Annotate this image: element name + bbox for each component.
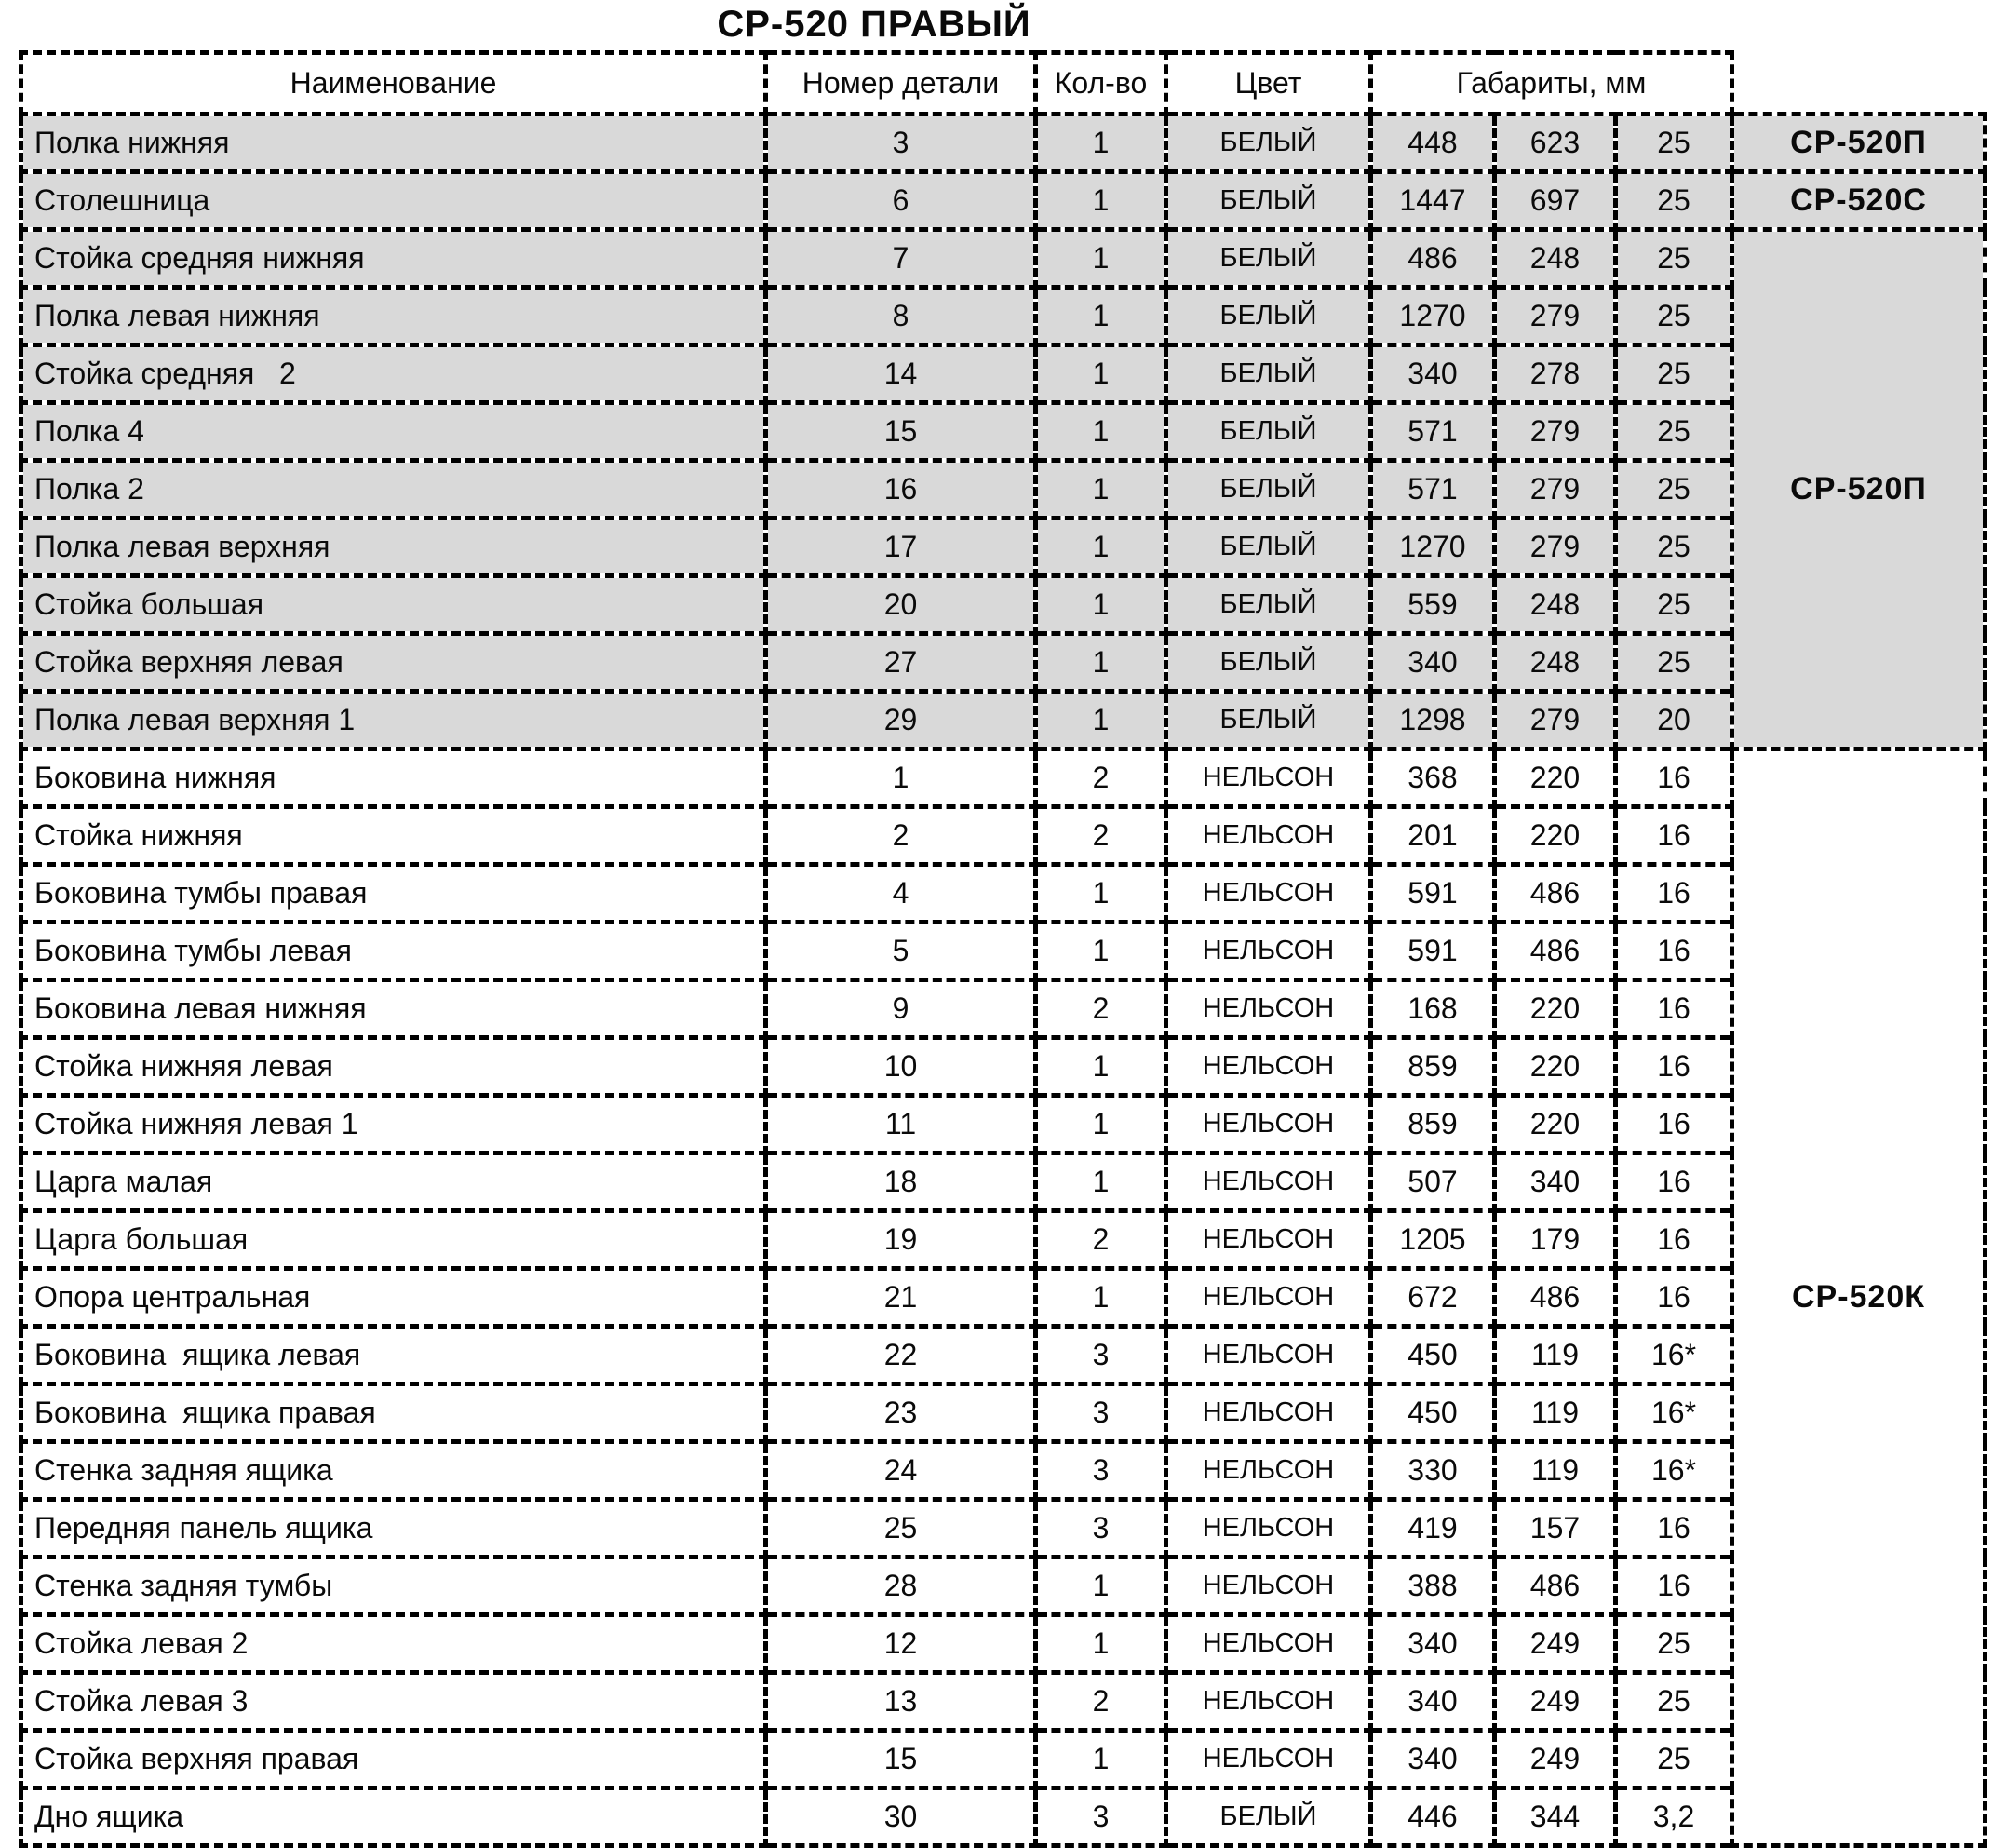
dimension-cell-3: 25 [1616, 345, 1732, 403]
column-header-part: Номер детали [766, 53, 1036, 115]
dimension-cell-3: 16 [1616, 1269, 1732, 1327]
dimension-cell-1: 450 [1371, 1327, 1495, 1384]
quantity-cell: 1 [1036, 923, 1166, 980]
dimension-cell-3: 25 [1616, 230, 1732, 288]
color-cell: НЕЛЬСОН [1166, 1731, 1371, 1788]
part-name-cell: Стойка нижняя [21, 807, 766, 865]
dimension-cell-3: 25 [1616, 634, 1732, 692]
dimension-cell-3: 25 [1616, 288, 1732, 345]
group-column-spacer [1732, 53, 1986, 115]
dimension-cell-1: 340 [1371, 1615, 1495, 1673]
color-cell: НЕЛЬСОН [1166, 1269, 1371, 1327]
dimension-cell-2: 248 [1495, 576, 1616, 634]
part-name-cell: Полка левая нижняя [21, 288, 766, 345]
dimension-cell-1: 571 [1371, 403, 1495, 461]
color-cell: НЕЛЬСОН [1166, 1558, 1371, 1615]
part-name-cell: Боковина нижняя [21, 749, 766, 807]
dimension-cell-1: 419 [1371, 1500, 1495, 1558]
quantity-cell: 2 [1036, 1673, 1166, 1731]
dimension-cell-2: 179 [1495, 1211, 1616, 1269]
dimension-cell-3: 20 [1616, 692, 1732, 749]
column-header-color: Цвет [1166, 53, 1371, 115]
dimension-cell-2: 220 [1495, 1038, 1616, 1096]
dimension-cell-1: 450 [1371, 1384, 1495, 1442]
part-name-cell: Столешница [21, 172, 766, 230]
dimension-cell-2: 119 [1495, 1442, 1616, 1500]
dimension-cell-3: 16 [1616, 1558, 1732, 1615]
part-number-cell: 24 [766, 1442, 1036, 1500]
dimension-cell-3: 25 [1616, 172, 1732, 230]
part-number-cell: 25 [766, 1500, 1036, 1558]
part-number-cell: 15 [766, 403, 1036, 461]
part-name-cell: Стойка верхняя правая [21, 1731, 766, 1788]
dimension-cell-2: 157 [1495, 1500, 1616, 1558]
part-number-cell: 15 [766, 1731, 1036, 1788]
quantity-cell: 3 [1036, 1442, 1166, 1500]
dimension-cell-3: 25 [1616, 403, 1732, 461]
dimension-cell-1: 672 [1371, 1269, 1495, 1327]
dimension-cell-1: 559 [1371, 576, 1495, 634]
color-cell: БЕЛЫЙ [1166, 230, 1371, 288]
color-cell: НЕЛЬСОН [1166, 1211, 1371, 1269]
quantity-cell: 3 [1036, 1500, 1166, 1558]
quantity-cell: 1 [1036, 288, 1166, 345]
dimension-cell-1: 368 [1371, 749, 1495, 807]
dimension-cell-1: 340 [1371, 1731, 1495, 1788]
table-row [21, 172, 1986, 230]
dimension-cell-1: 330 [1371, 1442, 1495, 1500]
table-row [21, 288, 1986, 345]
table-row [21, 1211, 1986, 1269]
dimension-cell-2: 249 [1495, 1615, 1616, 1673]
quantity-cell: 1 [1036, 403, 1166, 461]
part-name-cell: Полка нижняя [21, 115, 766, 172]
part-name-cell: Боковина ящика левая [21, 1327, 766, 1384]
dimension-cell-3: 25 [1616, 1731, 1732, 1788]
table-row [21, 1442, 1986, 1500]
quantity-cell: 3 [1036, 1788, 1166, 1846]
part-name-cell: Опора центральная [21, 1269, 766, 1327]
table-row [21, 634, 1986, 692]
dimension-cell-1: 1447 [1371, 172, 1495, 230]
color-cell: НЕЛЬСОН [1166, 1327, 1371, 1384]
dimension-cell-1: 507 [1371, 1153, 1495, 1211]
quantity-cell: 1 [1036, 865, 1166, 923]
dimension-cell-2: 220 [1495, 1096, 1616, 1153]
color-cell: БЕЛЫЙ [1166, 634, 1371, 692]
part-number-cell: 18 [766, 1153, 1036, 1211]
table-row [21, 403, 1986, 461]
dimension-cell-2: 248 [1495, 230, 1616, 288]
dimension-cell-1: 340 [1371, 634, 1495, 692]
quantity-cell: 1 [1036, 519, 1166, 576]
part-name-cell: Полка 4 [21, 403, 766, 461]
part-number-cell: 4 [766, 865, 1036, 923]
color-cell: БЕЛЫЙ [1166, 519, 1371, 576]
table-row [21, 923, 1986, 980]
table-row [21, 1673, 1986, 1731]
dimension-cell-1: 446 [1371, 1788, 1495, 1846]
dimension-cell-2: 486 [1495, 1558, 1616, 1615]
quantity-cell: 1 [1036, 172, 1166, 230]
dimension-cell-1: 1205 [1371, 1211, 1495, 1269]
dimension-cell-2: 279 [1495, 692, 1616, 749]
part-name-cell: Полка левая верхняя [21, 519, 766, 576]
table-row [21, 461, 1986, 519]
header-row [21, 53, 1986, 115]
page-title: СР-520 ПРАВЫЙ [717, 4, 1031, 45]
dimension-cell-3: 16 [1616, 980, 1732, 1038]
dimension-cell-3: 16 [1616, 923, 1732, 980]
table-row [21, 1269, 1986, 1327]
part-number-cell: 20 [766, 576, 1036, 634]
part-name-cell: Стойка верхняя левая [21, 634, 766, 692]
color-cell: НЕЛЬСОН [1166, 923, 1371, 980]
dimension-cell-3: 25 [1616, 1673, 1732, 1731]
dimension-cell-1: 571 [1371, 461, 1495, 519]
dimension-cell-1: 591 [1371, 923, 1495, 980]
parts-table [19, 50, 1987, 1848]
color-cell: НЕЛЬСОН [1166, 1673, 1371, 1731]
dimension-cell-2: 119 [1495, 1384, 1616, 1442]
quantity-cell: 1 [1036, 345, 1166, 403]
color-cell: НЕЛЬСОН [1166, 1500, 1371, 1558]
quantity-cell: 1 [1036, 1038, 1166, 1096]
color-cell: НЕЛЬСОН [1166, 749, 1371, 807]
quantity-cell: 2 [1036, 807, 1166, 865]
part-number-cell: 14 [766, 345, 1036, 403]
table-row [21, 749, 1986, 807]
part-number-cell: 10 [766, 1038, 1036, 1096]
dimension-cell-1: 340 [1371, 345, 1495, 403]
dimension-cell-1: 859 [1371, 1038, 1495, 1096]
dimension-cell-1: 340 [1371, 1673, 1495, 1731]
dimension-cell-1: 201 [1371, 807, 1495, 865]
color-cell: БЕЛЫЙ [1166, 288, 1371, 345]
dimension-cell-1: 1270 [1371, 288, 1495, 345]
table-row [21, 1327, 1986, 1384]
dimension-cell-2: 279 [1495, 519, 1616, 576]
part-name-cell: Боковина тумбы левая [21, 923, 766, 980]
part-number-cell: 12 [766, 1615, 1036, 1673]
part-number-cell: 22 [766, 1327, 1036, 1384]
part-number-cell: 28 [766, 1558, 1036, 1615]
part-name-cell: Полка левая верхняя 1 [21, 692, 766, 749]
dimension-cell-1: 448 [1371, 115, 1495, 172]
part-number-cell: 6 [766, 172, 1036, 230]
dimension-cell-2: 279 [1495, 461, 1616, 519]
quantity-cell: 1 [1036, 1269, 1166, 1327]
quantity-cell: 1 [1036, 634, 1166, 692]
part-name-cell: Стойка нижняя левая [21, 1038, 766, 1096]
table-row [21, 692, 1986, 749]
color-cell: БЕЛЫЙ [1166, 115, 1371, 172]
dimension-cell-2: 220 [1495, 807, 1616, 865]
part-number-cell: 7 [766, 230, 1036, 288]
part-number-cell: 23 [766, 1384, 1036, 1442]
part-number-cell: 1 [766, 749, 1036, 807]
column-header-qty: Кол-во [1036, 53, 1166, 115]
color-cell: НЕЛЬСОН [1166, 980, 1371, 1038]
color-cell: БЕЛЫЙ [1166, 461, 1371, 519]
color-cell: НЕЛЬСОН [1166, 1615, 1371, 1673]
color-cell: НЕЛЬСОН [1166, 865, 1371, 923]
dimension-cell-1: 591 [1371, 865, 1495, 923]
table-row [21, 519, 1986, 576]
dimension-cell-2: 344 [1495, 1788, 1616, 1846]
table-row [21, 865, 1986, 923]
dimension-cell-3: 16 [1616, 807, 1732, 865]
dimension-cell-3: 25 [1616, 576, 1732, 634]
part-name-cell: Стойка левая 3 [21, 1673, 766, 1731]
table-row [21, 1384, 1986, 1442]
quantity-cell: 1 [1036, 576, 1166, 634]
table-row [21, 1558, 1986, 1615]
table-row [21, 230, 1986, 288]
dimension-cell-3: 16 [1616, 1211, 1732, 1269]
group-label-cell: СР-520С [1732, 172, 1986, 230]
parts-table-body [21, 115, 1986, 1846]
table-row [21, 1038, 1986, 1096]
dimension-cell-3: 25 [1616, 519, 1732, 576]
part-name-cell: Стенка задняя ящика [21, 1442, 766, 1500]
color-cell: НЕЛЬСОН [1166, 1153, 1371, 1211]
part-name-cell: Полка 2 [21, 461, 766, 519]
dimension-cell-2: 697 [1495, 172, 1616, 230]
column-header-dims: Габариты, мм [1371, 53, 1732, 115]
dimension-cell-3: 16* [1616, 1442, 1732, 1500]
quantity-cell: 2 [1036, 1211, 1166, 1269]
part-number-cell: 29 [766, 692, 1036, 749]
quantity-cell: 2 [1036, 749, 1166, 807]
dimension-cell-2: 486 [1495, 923, 1616, 980]
dimension-cell-1: 1298 [1371, 692, 1495, 749]
dimension-cell-3: 16 [1616, 1500, 1732, 1558]
dimension-cell-3: 16 [1616, 865, 1732, 923]
part-number-cell: 8 [766, 288, 1036, 345]
dimension-cell-2: 340 [1495, 1153, 1616, 1211]
part-number-cell: 17 [766, 519, 1036, 576]
color-cell: БЕЛЫЙ [1166, 576, 1371, 634]
part-number-cell: 2 [766, 807, 1036, 865]
part-number-cell: 3 [766, 115, 1036, 172]
part-name-cell: Стойка средняя 2 [21, 345, 766, 403]
dimension-cell-3: 3,2 [1616, 1788, 1732, 1846]
part-number-cell: 19 [766, 1211, 1036, 1269]
table-row [21, 980, 1986, 1038]
part-name-cell: Боковина тумбы правая [21, 865, 766, 923]
table-row [21, 1615, 1986, 1673]
table-row [21, 807, 1986, 865]
part-number-cell: 21 [766, 1269, 1036, 1327]
table-row [21, 576, 1986, 634]
dimension-cell-2: 279 [1495, 403, 1616, 461]
column-header-name: Наименование [21, 53, 766, 115]
dimension-cell-3: 16 [1616, 1038, 1732, 1096]
quantity-cell: 3 [1036, 1384, 1166, 1442]
quantity-cell: 2 [1036, 980, 1166, 1038]
quantity-cell: 1 [1036, 230, 1166, 288]
group-label-cell: СР-520К [1732, 749, 1986, 1846]
part-name-cell: Царга малая [21, 1153, 766, 1211]
part-number-cell: 13 [766, 1673, 1036, 1731]
dimension-cell-2: 119 [1495, 1327, 1616, 1384]
table-row [21, 115, 1986, 172]
dimension-cell-3: 16* [1616, 1384, 1732, 1442]
quantity-cell: 1 [1036, 1615, 1166, 1673]
part-number-cell: 16 [766, 461, 1036, 519]
dimension-cell-2: 278 [1495, 345, 1616, 403]
quantity-cell: 1 [1036, 461, 1166, 519]
dimension-cell-2: 623 [1495, 115, 1616, 172]
group-label-cell: СР-520П [1732, 115, 1986, 172]
part-name-cell: Стойка большая [21, 576, 766, 634]
dimension-cell-3: 16 [1616, 749, 1732, 807]
color-cell: НЕЛЬСОН [1166, 1038, 1371, 1096]
color-cell: НЕЛЬСОН [1166, 1442, 1371, 1500]
dimension-cell-2: 279 [1495, 288, 1616, 345]
quantity-cell: 1 [1036, 1731, 1166, 1788]
part-name-cell: Стойка средняя нижняя [21, 230, 766, 288]
dimension-cell-1: 168 [1371, 980, 1495, 1038]
dimension-cell-3: 25 [1616, 115, 1732, 172]
part-name-cell: Боковина ящика правая [21, 1384, 766, 1442]
color-cell: БЕЛЫЙ [1166, 172, 1371, 230]
dimension-cell-3: 25 [1616, 1615, 1732, 1673]
part-number-cell: 9 [766, 980, 1036, 1038]
table-row [21, 1096, 1986, 1153]
part-number-cell: 27 [766, 634, 1036, 692]
color-cell: БЕЛЫЙ [1166, 403, 1371, 461]
dimension-cell-3: 16 [1616, 1096, 1732, 1153]
part-name-cell: Стенка задняя тумбы [21, 1558, 766, 1615]
part-name-cell: Дно ящика [21, 1788, 766, 1846]
part-name-cell: Стойка нижняя левая 1 [21, 1096, 766, 1153]
color-cell: НЕЛЬСОН [1166, 1096, 1371, 1153]
part-number-cell: 5 [766, 923, 1036, 980]
quantity-cell: 1 [1036, 1153, 1166, 1211]
table-row [21, 1153, 1986, 1211]
dimension-cell-1: 859 [1371, 1096, 1495, 1153]
part-number-cell: 11 [766, 1096, 1036, 1153]
dimension-cell-2: 220 [1495, 980, 1616, 1038]
quantity-cell: 1 [1036, 692, 1166, 749]
table-row [21, 1500, 1986, 1558]
color-cell: НЕЛЬСОН [1166, 1384, 1371, 1442]
quantity-cell: 1 [1036, 115, 1166, 172]
dimension-cell-2: 249 [1495, 1673, 1616, 1731]
part-name-cell: Стойка левая 2 [21, 1615, 766, 1673]
group-label-cell: СР-520П [1732, 230, 1986, 749]
dimension-cell-2: 220 [1495, 749, 1616, 807]
color-cell: БЕЛЫЙ [1166, 345, 1371, 403]
dimension-cell-3: 16* [1616, 1327, 1732, 1384]
dimension-cell-1: 388 [1371, 1558, 1495, 1615]
color-cell: НЕЛЬСОН [1166, 807, 1371, 865]
dimension-cell-2: 248 [1495, 634, 1616, 692]
dimension-cell-2: 486 [1495, 1269, 1616, 1327]
table-row [21, 1731, 1986, 1788]
dimension-cell-2: 249 [1495, 1731, 1616, 1788]
dimension-cell-1: 486 [1371, 230, 1495, 288]
quantity-cell: 1 [1036, 1558, 1166, 1615]
part-number-cell: 30 [766, 1788, 1036, 1846]
color-cell: БЕЛЫЙ [1166, 1788, 1371, 1846]
quantity-cell: 1 [1036, 1096, 1166, 1153]
dimension-cell-3: 16 [1616, 1153, 1732, 1211]
part-name-cell: Боковина левая нижняя [21, 980, 766, 1038]
part-name-cell: Передняя панель ящика [21, 1500, 766, 1558]
dimension-cell-2: 486 [1495, 865, 1616, 923]
part-name-cell: Царга большая [21, 1211, 766, 1269]
table-row [21, 345, 1986, 403]
color-cell: БЕЛЫЙ [1166, 692, 1371, 749]
quantity-cell: 3 [1036, 1327, 1166, 1384]
dimension-cell-1: 1270 [1371, 519, 1495, 576]
dimension-cell-3: 25 [1616, 461, 1732, 519]
table-row [21, 1788, 1986, 1846]
